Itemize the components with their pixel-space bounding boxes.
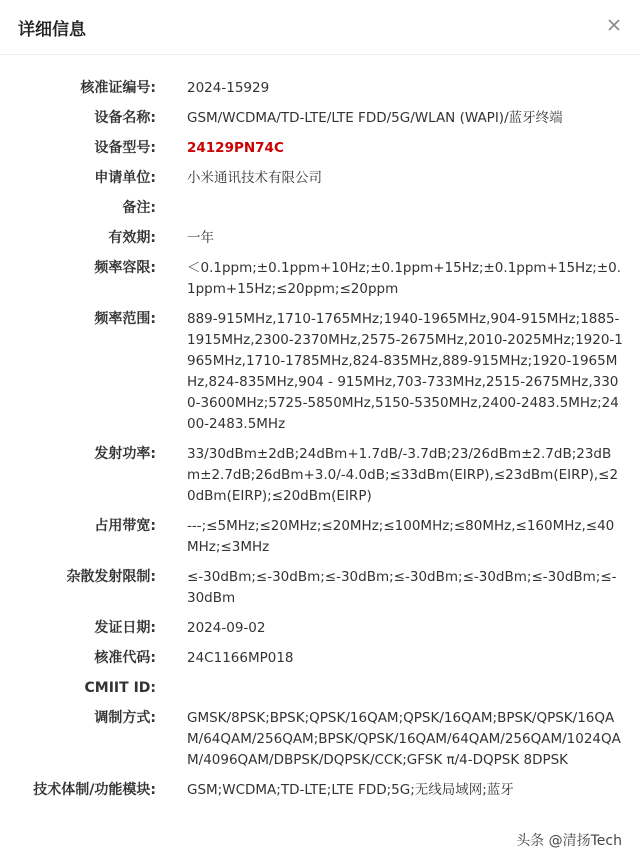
field-value: ≤-30dBm;≤-30dBm;≤-30dBm;≤-30dBm;≤-30dBm;≤-30dBm;≤-30dBm	[187, 569, 617, 606]
field-value: 33/30dBm±2dB;24dBm+1.7dB/-3.7dB;23/26dBm±2.7dB;23dBm±2.7dB;26dBm+3.0/-4.0dB;≤33dBm(EIRP),≤23dBm(EIRP),≤20dBm(EIRP);≤20dBm(EIRP)	[187, 446, 619, 504]
field-value: GMSK/8PSK;BPSK;QPSK/16QAM;QPSK/16QAM;BPSK/QPSK/16QAM/64QAM/256QAM;BPSK/QPSK/16QAM/64QAM/256QAM/1024QAM/4096QAM/DBPSK/DQPSK/CCK;GFSK π/4-DQPSK 8DPSK	[187, 710, 621, 768]
detail-list	[0, 78, 640, 810]
watermark-text: 头条 @清扬Tech	[516, 833, 622, 849]
field-label: 核准代码:	[94, 650, 156, 666]
field-value: 889-915MHz,1710-1765MHz;1940-1965MHz,904-915MHz;1885-1915MHz,2300-2370MHz,2575-2675MHz,2010-2025MHz;1920-1965MHz,1710-1785MHz,824-835MHz,889-915MHz;1920-1965MHz,824-835MHz,904 - 915MHz,703-733MHz,2515-2675MHz,3300-3600MHz;5725-5850MHz,5150-5350MHz,2400-2483.5MHz;2400-2483.5MHz	[187, 311, 623, 432]
field-label: 频率容限:	[94, 260, 156, 276]
detail-row	[0, 618, 640, 639]
field-label: 发证日期:	[94, 620, 156, 636]
field-value: 24C1166MP018	[187, 650, 294, 666]
watermark	[512, 828, 626, 852]
field-value: 一年	[187, 230, 214, 246]
dialog-title: 详细信息	[18, 20, 86, 40]
field-value: ---;≤5MHz;≤20MHz;≤20MHz;≤100MHz;≤80MHz,≤160MHz,≤40MHz;≤3MHz	[187, 518, 615, 555]
detail-row	[0, 78, 640, 99]
detail-row	[0, 780, 640, 801]
field-value: ＜0.1ppm;±0.1ppm+10Hz;±0.1ppm+15Hz;±0.1ppm+15Hz;±0.1ppm+15Hz;≤20ppm;≤20ppm	[187, 260, 622, 297]
field-label: 占用带宽:	[94, 518, 156, 534]
field-value: 2024-15929	[187, 80, 270, 96]
detail-row	[0, 168, 640, 189]
field-value: 24129PN74C	[187, 140, 284, 156]
close-icon[interactable]	[604, 15, 624, 35]
detail-row	[0, 309, 640, 435]
field-value: GSM;WCDMA;TD-LTE;LTE FDD;5G;无线局域网;蓝牙	[187, 782, 514, 798]
detail-row	[0, 708, 640, 771]
detail-row	[0, 648, 640, 669]
field-label: 设备名称:	[94, 110, 156, 126]
field-label: 技术体制/功能模块:	[33, 782, 156, 798]
detail-row	[0, 258, 640, 300]
detail-row	[0, 138, 640, 159]
detail-row	[0, 516, 640, 558]
detail-row	[0, 198, 640, 219]
field-label: 备注:	[122, 200, 156, 216]
field-label: 发射功率:	[94, 446, 156, 462]
field-label: 核准证编号:	[80, 80, 156, 96]
detail-row	[0, 108, 640, 129]
field-label: CMIIT ID:	[84, 680, 156, 696]
field-label: 频率范围:	[94, 311, 156, 327]
field-value: 小米通讯技术有限公司	[187, 170, 322, 186]
field-value: 2024-09-02	[187, 620, 266, 636]
field-label: 杂散发射限制:	[66, 569, 156, 585]
detail-row	[0, 678, 640, 699]
field-label: 有效期:	[108, 230, 156, 246]
dialog-header	[0, 0, 640, 55]
detail-row	[0, 567, 640, 609]
field-label: 设备型号:	[94, 140, 156, 156]
field-label: 申请单位:	[94, 170, 156, 186]
detail-row	[0, 228, 640, 249]
field-label: 调制方式:	[94, 710, 156, 726]
detail-row	[0, 444, 640, 507]
field-value: GSM/WCDMA/TD-LTE/LTE FDD/5G/WLAN (WAPI)/蓝牙终端	[187, 110, 563, 126]
